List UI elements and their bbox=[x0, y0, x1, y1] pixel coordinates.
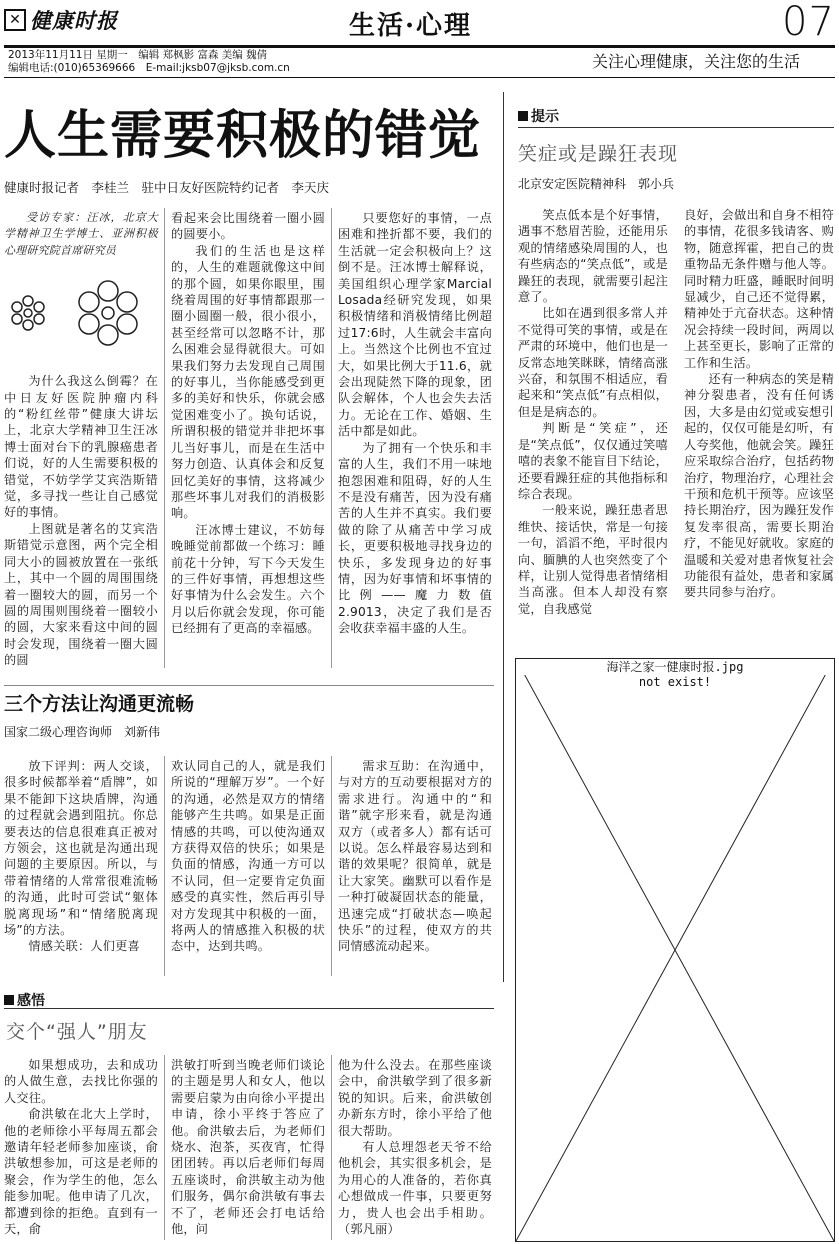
logo-icon: ✕ bbox=[4, 9, 26, 31]
sidebar-divider bbox=[503, 92, 504, 982]
article3-column-2 bbox=[171, 1057, 325, 1237]
paragraph: 洪敏打听到当晚老师们谈论的主题是男人和女人，他以需要启蒙为由向徐小平提出申请，徐小平终于答应了他。俞洪敏去后，为老师们烧水、泡茶，买夜宵，忙得团团转。再以后老师们每周五座谈时，俞洪敏主动为他们服务，偶尔俞洪敏有事去不了，老师还会打电话给他，问 bbox=[171, 1058, 325, 1237]
sidebar-tag-label: 提示 bbox=[531, 109, 559, 125]
paragraph: 判断是“笑症”，还是“笑点低”，仅仅通过笑嘻嘻的表象不能盲目下结论，还要看躁狂症的其他指标和综合表现。 bbox=[518, 421, 668, 501]
meta-line-2: 编辑电话:(010)65369666 E-mail:jksb07@jksb.com.cn bbox=[8, 62, 290, 74]
article3-headline: 交个“强人”朋友 bbox=[6, 1021, 148, 1043]
article2-column-2 bbox=[171, 758, 325, 955]
column-divider bbox=[331, 1055, 332, 1240]
paragraph: 笑点低本是个好事情，遇事不愁眉苦脸，还能用乐观的情绪感染周围的人，也有些病态的“笑点低”，或是躁狂的表现，就需要引起注意了。 bbox=[518, 208, 668, 305]
column-divider bbox=[164, 1055, 165, 1240]
article2-column-1 bbox=[4, 758, 158, 955]
paragraph: 放下评判：两人交谈，很多时候都举着“盾牌”，如果不能卸下这块盾牌，沟通的过程就会遇到阻抗。你总要表达的信息很难真正被对方领会，这也就是沟通出现问题的主要原因。所以，与带着情绪的人常常很难流畅的沟通，此时可尝试“躯体脱离现场”和“情绪脱离现场”的方法。 bbox=[4, 759, 158, 938]
paragraph: 一般来说，躁狂患者思维快、接话快，常是一句接一句，滔滔不绝，平时很内向、腼腆的人也突然变了个样，让别人觉得患者情绪相当高涨。但本人却没有察觉，自我感觉 bbox=[518, 503, 668, 616]
main-column-1 bbox=[4, 210, 158, 669]
paragraph: 需求互助：在沟通中，与对方的互动要根据对方的需求进行。沟通中的“和谐”就字形来看，就是沟通双方（或者多人）都有话可以说。怎么样最容易达到和谐的效果呢？很简单，就是让大家笑。幽默可以看作是一种打破凝固状态的能量，迅速完成“打破状态—唤起快乐”的过程，使双方的共同情感流动起来。 bbox=[338, 759, 492, 954]
page-number: 07 bbox=[782, 0, 835, 45]
paragraph: 还有一种病态的笑是精神分裂患者，没有任何诱因，大多是由幻觉或妄想引起的，仅仅可能是幻听，有人夸奖他，他就会笑。躁狂应采取综合治疗，包括药物治疗，物理治疗，心理社会干预和危机干预等。应该坚持长期治疗，因为躁狂发作复发率很高，需要长期治疗，不能见好就收。家庭的温暖和关爱对患者恢复社会功能很有益处，患者和家属要共同参与治疗。 bbox=[684, 372, 834, 600]
placeholder-filename: 海洋之家一健康时报.jpg bbox=[516, 659, 834, 675]
column-divider bbox=[164, 208, 165, 668]
meta-line-1: 2013年11月11日 星期一 编辑 郑枫影 富森 美编 魏倩 bbox=[8, 49, 268, 61]
paragraph: 有人总埋怨老天爷不给他机会，其实很多机会，是为用心的人准备的，若你真心想做成一件事，只要更努力，贵人也会出手相助。（郭凡丽） bbox=[338, 1140, 492, 1237]
sidebar-tag-rule bbox=[518, 127, 834, 128]
article3-tag bbox=[4, 990, 45, 1010]
main-byline: 健康时报记者 李桂兰 驻中日友好医院特约记者 李天庆 bbox=[4, 180, 330, 195]
center-circle-small-ring bbox=[24, 309, 32, 317]
logo-text: 健康时报 bbox=[30, 8, 118, 33]
paragraph: 看起来会比围绕着一圈小圆的圆要小。 bbox=[171, 211, 325, 242]
main-column-3 bbox=[338, 210, 492, 637]
section-marker-icon bbox=[518, 111, 528, 121]
masthead-rule bbox=[4, 45, 835, 48]
sidebar-headline: 笑症或是躁狂表现 bbox=[518, 143, 679, 165]
paragraph: 为了拥有一个快乐和丰富的人生，我们不用一味地抱怨困难和阻碍，好的人生不是没有痛苦，因为没有痛苦的人生并不真实。我们要做的除了从痛苦中学习成长，更要积极地寻找身边的快乐，多发现身边的好事情，因为好事情和坏事情的比例——魔力数值2.9013，决定了我们是否会收获幸福丰盛的人生。 bbox=[338, 440, 492, 636]
expert-note: 受访专家：汪冰，北京大学精神卫生学博士、亚洲积极心理研究院首席研究员 bbox=[4, 211, 158, 257]
paragraph: 欢认同自己的人，就是我们所说的“理解万岁”。一个好的沟通，必然是双方的情绪能够产生共鸣。如果是正面情感的共鸣，可以使沟通双方获得双倍的快乐；如果是负面的情感，沟通一方可以不认同，但一定要肯定负面感受的真实性，然后再引导对方发现其中积极的一面，将两人的情感推入积极的状态中，达到共鸣。 bbox=[171, 759, 325, 954]
slogan: 关注心理健康，关注您的生活 bbox=[592, 52, 801, 71]
paragraph: 他为什么没去。在那些座谈会中，俞洪敏学到了很多新锐的知识。后来，俞洪敏创办新东方时，徐小平给了他很大帮助。 bbox=[338, 1058, 492, 1138]
article2-rule bbox=[4, 685, 494, 686]
article3-column-1 bbox=[4, 1057, 158, 1237]
article2-headline: 三个方法让沟通更流畅 bbox=[4, 693, 195, 715]
section-marker-icon bbox=[4, 995, 14, 1005]
sidebar-byline: 北京安定医院精神科 郭小兵 bbox=[518, 177, 675, 191]
article2-column-3 bbox=[338, 758, 492, 955]
placeholder-message: not exist! bbox=[638, 675, 712, 689]
article3-column-3 bbox=[338, 1057, 492, 1237]
ebbinghaus-illusion-figure bbox=[4, 271, 158, 367]
paragraph: 俞洪敏在北大上学时，他的老师徐小平每周五都会邀请年轻老师参加座谈，俞洪敏想参加，可这是老师的聚会，作为学生的他，怎么能参加呢。他申请了几次，都遭到徐的拒绝。直到有一天，俞 bbox=[4, 1107, 158, 1237]
section-title: 生活·心理 bbox=[349, 11, 473, 41]
main-column-2 bbox=[171, 210, 325, 637]
sidebar-column-1 bbox=[518, 207, 668, 617]
sidebar-column-2 bbox=[684, 207, 834, 601]
paragraph: 情感关联：人们更喜 bbox=[28, 939, 140, 954]
article2-byline: 国家二级心理咨询师 刘新伟 bbox=[4, 725, 161, 739]
paragraph: 比如在遇到很多常人并不觉得可笑的事情，或是在严肃的环境中，他们也是一反常态地笑眯眯，情绪高涨兴奋，和氛围不相适应，看起来和“笑点低”有点相似，但是是病态的。 bbox=[518, 306, 668, 419]
paragraph: 良好，会做出和自身不相符的事情，花很多钱请客、购物，随意挥霍，把自己的贵重物品无条件赠与他人等。同时精力旺盛，睡眠时间明显减少，自己还不觉得累，精神处于亢奋状态。这种情况会持续一段时间，两周以上甚至更长，影响了正常的工作和生活。 bbox=[684, 208, 834, 370]
paragraph: 只要您好的事情，一点困难和挫折都不要，我们的生活就一定会积极向上？这倒不是。汪冰博士解释说，美国组织心理学家Marcial Losada经研究发现，如果积极情绪和消极情绪比例超过17:6时，人生就会丰富向上。当然这个比例也不宜过大，如果比例大于11.6，就会出现陡然下降的现象，团队会解体，个人也会失去活力。无论在工作、婚姻、生活中都是如此。 bbox=[338, 211, 492, 439]
masthead-logo bbox=[4, 6, 118, 34]
center-circle-large-ring bbox=[102, 307, 114, 319]
paragraph: 汪冰博士建议，不妨每晚睡觉前都做一个练习：睡前花十分钟，写下今天发生的三件好事情，再想想这些好事情为什么会发生。六个月以后你就会发现，你可能已经拥有了更高的幸福感。 bbox=[171, 522, 325, 636]
article3-tag-rule bbox=[4, 1008, 494, 1009]
masthead-bottom-rule bbox=[4, 77, 835, 78]
sidebar-tag bbox=[518, 106, 559, 126]
paragraph: 如果想成功，去和成功的人做生意，去找比你强的人交往。 bbox=[4, 1058, 158, 1105]
column-divider bbox=[164, 756, 165, 976]
broken-image-icon bbox=[516, 659, 834, 1241]
paragraph: 我们的生活也是这样的，人生的难题就像这中间的那个圆，如果你眼里，围绕着周围的好事情都跟那一圈小圆圈一般，很小很小，甚至经常可以忽略不计，那么困难会显得就很大。可如果我们努力去发现自己周围的好事儿，当你能感受到更多的美好和快乐，你就会感觉困难变小了。换句话说，所谓积极的错觉并非把坏事儿当好事儿，而是在生活中努力创造、认真体会和反复回忆美好的事情，这将减少那些坏事儿对我们的消极影响。 bbox=[171, 243, 325, 521]
missing-image-placeholder bbox=[515, 658, 835, 1242]
paragraph: 上图就是著名的艾宾浩斯错觉示意图，两个完全相同大小的圆被放置在一张纸上，其中一个圆的周围围绕着一圈较大的圆，而另一个圆的周围则围绕着一圈较小的圆，大家来看这中间的圆时会发现，围绕着一圈大圆的圆 bbox=[4, 521, 158, 668]
paragraph: 为什么我这么倒霉？在中日友好医院肿瘤内科的“粉红丝带”健康大讲坛上，北京大学精神卫生汪冰博士面对台下的乳腺癌患者们说，好的人生需要积极的错觉，不妨学学艾宾浩斯错觉，多寻找一些让自己感觉好的事情。 bbox=[4, 374, 158, 520]
main-headline: 人生需要积极的错觉 bbox=[4, 105, 482, 166]
column-divider bbox=[331, 208, 332, 668]
column-divider bbox=[331, 756, 332, 976]
article3-tag-label: 感悟 bbox=[17, 993, 45, 1009]
